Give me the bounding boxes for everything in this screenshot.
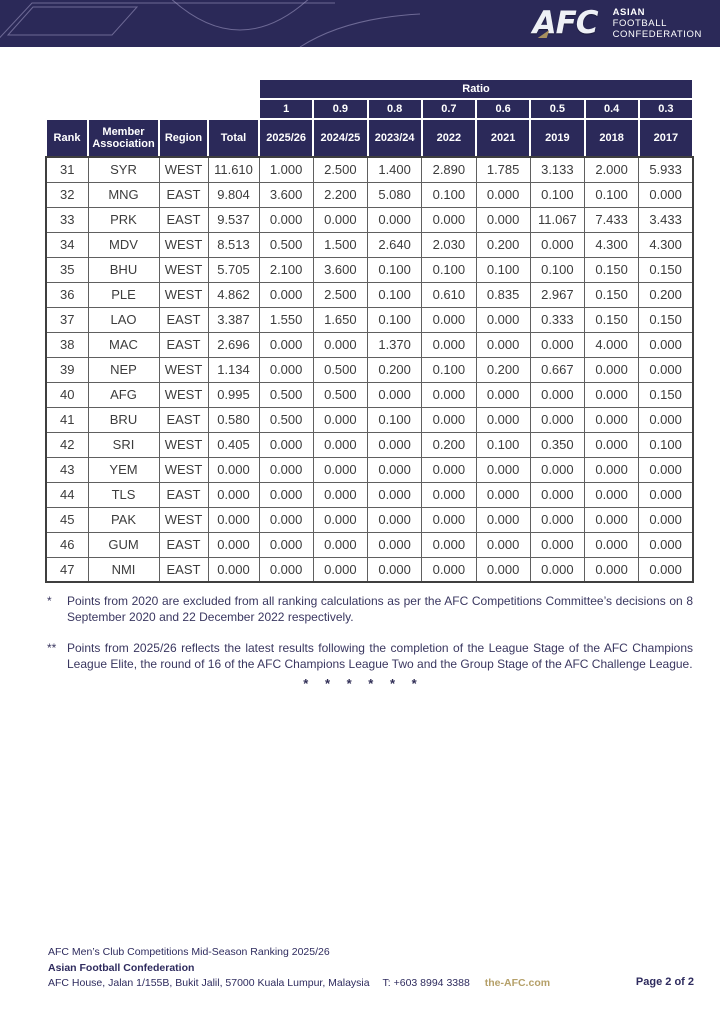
- table-row: [46, 307, 693, 332]
- table-row: [46, 507, 693, 532]
- table-row: [46, 532, 693, 557]
- season-points-cell: 0.150: [585, 282, 639, 307]
- association-cell: YEM: [88, 457, 159, 482]
- season-points-cell: 2.500: [313, 157, 367, 182]
- season-points-cell: 0.000: [313, 207, 367, 232]
- season-points-cell: 2.640: [368, 232, 422, 257]
- association-cell: SRI: [88, 432, 159, 457]
- ratio-value: 0.7: [422, 99, 476, 119]
- season-points-cell: 0.667: [530, 357, 584, 382]
- season-points-cell: 0.000: [422, 332, 476, 357]
- season-points-cell: 1.785: [476, 157, 530, 182]
- footer-address: AFC House, Jalan 1/155B, Bukit Jalil, 57000 Kuala Lumpur, Malaysia: [48, 977, 370, 989]
- total-cell: 3.387: [208, 307, 259, 332]
- footnote-2-text: Points from 2025/26 reflects the latest results following the completion of the League Stage of the AFC Champions League Elite, the round of 16 of the AFC Champions League Two and the Group Stage of the AFC Challenge League.: [67, 641, 693, 671]
- season-points-cell: 0.000: [639, 557, 693, 582]
- season-points-cell: 3.433: [639, 207, 693, 232]
- season-points-cell: 0.000: [639, 507, 693, 532]
- season-points-cell: 0.000: [585, 532, 639, 557]
- rank-cell: 38: [46, 332, 88, 357]
- season-points-cell: 0.100: [476, 432, 530, 457]
- region-cell: EAST: [159, 557, 208, 582]
- table-row: [46, 557, 693, 582]
- afc-logo-text: AFC: [532, 5, 598, 41]
- region-cell: EAST: [159, 207, 208, 232]
- rank-cell: 45: [46, 507, 88, 532]
- footnote-1-text: Points from 2020 are excluded from all ranking calculations as per the AFC Competitions Committee’s decisions on 8 September 2020 and 22 December 2022 respectively.: [67, 594, 693, 624]
- total-cell: 0.995: [208, 382, 259, 407]
- season-points-cell: 4.000: [585, 332, 639, 357]
- season-points-cell: 0.200: [476, 232, 530, 257]
- table-spacer: [46, 79, 259, 99]
- org-line-asian: ASIAN: [612, 7, 646, 18]
- table-row: [46, 282, 693, 307]
- ranking-table: [45, 78, 694, 583]
- season-points-cell: 0.500: [259, 382, 313, 407]
- ratio-value: 0.8: [368, 99, 422, 119]
- season-points-cell: 0.100: [422, 357, 476, 382]
- rank-cell: 37: [46, 307, 88, 332]
- season-points-cell: 1.500: [313, 232, 367, 257]
- table-row: [46, 332, 693, 357]
- afc-logo: [533, 0, 702, 47]
- rank-cell: 44: [46, 482, 88, 507]
- total-cell: 4.862: [208, 282, 259, 307]
- footnote-1-marker: *: [47, 594, 52, 608]
- season-points-cell: 0.000: [530, 407, 584, 432]
- association-cell: MDV: [88, 232, 159, 257]
- season-points-cell: 0.150: [585, 307, 639, 332]
- column-header: 2022: [422, 119, 476, 157]
- season-points-cell: 0.835: [476, 282, 530, 307]
- season-points-cell: 0.100: [368, 307, 422, 332]
- table-row: [46, 482, 693, 507]
- season-points-cell: 0.000: [422, 407, 476, 432]
- season-points-cell: 0.100: [422, 182, 476, 207]
- season-points-cell: 0.200: [639, 282, 693, 307]
- season-points-cell: 0.500: [313, 382, 367, 407]
- season-points-cell: 0.000: [530, 332, 584, 357]
- table-row: [46, 457, 693, 482]
- total-cell: 5.705: [208, 257, 259, 282]
- ratio-value: 0.5: [530, 99, 584, 119]
- season-points-cell: 0.000: [639, 482, 693, 507]
- season-points-cell: 5.933: [639, 157, 693, 182]
- table-row: [46, 207, 693, 232]
- footer-org-name: Asian Football Confederation: [48, 962, 195, 974]
- column-header: 2023/24: [368, 119, 422, 157]
- table-spacer: [46, 99, 259, 119]
- rank-cell: 41: [46, 407, 88, 432]
- footnote-1: [47, 594, 693, 625]
- rank-cell: 33: [46, 207, 88, 232]
- rank-cell: 43: [46, 457, 88, 482]
- season-points-cell: 1.550: [259, 307, 313, 332]
- season-points-cell: 0.000: [422, 482, 476, 507]
- association-cell: MAC: [88, 332, 159, 357]
- season-points-cell: 3.600: [259, 182, 313, 207]
- season-points-cell: 0.000: [422, 557, 476, 582]
- column-header: 2021: [476, 119, 530, 157]
- rank-cell: 47: [46, 557, 88, 582]
- season-points-cell: 0.100: [422, 257, 476, 282]
- season-points-cell: 0.100: [476, 257, 530, 282]
- season-points-cell: 0.500: [313, 357, 367, 382]
- season-points-cell: 0.000: [368, 507, 422, 532]
- association-cell: BHU: [88, 257, 159, 282]
- page-number: Page 2 of 2: [635, 976, 694, 988]
- season-points-cell: 0.500: [259, 407, 313, 432]
- region-cell: WEST: [159, 432, 208, 457]
- season-points-cell: 0.200: [476, 357, 530, 382]
- column-header: 2019: [530, 119, 584, 157]
- season-points-cell: 0.000: [639, 407, 693, 432]
- rank-cell: 35: [46, 257, 88, 282]
- column-header: 2017: [639, 119, 693, 157]
- season-points-cell: 0.100: [368, 257, 422, 282]
- season-points-cell: 0.000: [259, 332, 313, 357]
- season-points-cell: 4.300: [639, 232, 693, 257]
- season-points-cell: 0.000: [476, 307, 530, 332]
- column-header: 2025/26: [259, 119, 313, 157]
- org-line-confederation: CONFEDERATION: [612, 29, 702, 40]
- season-points-cell: 0.000: [639, 182, 693, 207]
- table-row: [46, 357, 693, 382]
- season-points-cell: 0.000: [476, 182, 530, 207]
- season-points-cell: 0.000: [313, 482, 367, 507]
- region-cell: EAST: [159, 307, 208, 332]
- ratio-value: 0.6: [476, 99, 530, 119]
- season-points-cell: 0.000: [313, 557, 367, 582]
- association-cell: NEP: [88, 357, 159, 382]
- association-cell: TLS: [88, 482, 159, 507]
- season-points-cell: 1.400: [368, 157, 422, 182]
- column-header: Rank: [46, 119, 88, 157]
- region-cell: EAST: [159, 482, 208, 507]
- region-cell: WEST: [159, 507, 208, 532]
- season-points-cell: 0.000: [476, 382, 530, 407]
- footer-website-link[interactable]: the-AFC.com: [484, 977, 551, 989]
- association-cell: LAO: [88, 307, 159, 332]
- rank-cell: 46: [46, 532, 88, 557]
- association-cell: NMI: [88, 557, 159, 582]
- footer-phone: T: +603 8994 3388: [382, 977, 470, 989]
- season-points-cell: 4.300: [585, 232, 639, 257]
- association-cell: PRK: [88, 207, 159, 232]
- total-cell: 0.580: [208, 407, 259, 432]
- season-points-cell: 0.150: [639, 307, 693, 332]
- season-points-cell: 0.000: [639, 332, 693, 357]
- season-points-cell: 3.600: [313, 257, 367, 282]
- afc-logo-mark: [533, 0, 598, 47]
- season-points-cell: 0.000: [476, 482, 530, 507]
- region-cell: WEST: [159, 157, 208, 182]
- rank-cell: 36: [46, 282, 88, 307]
- season-points-cell: 0.100: [368, 407, 422, 432]
- region-cell: WEST: [159, 282, 208, 307]
- region-cell: EAST: [159, 182, 208, 207]
- total-cell: 9.804: [208, 182, 259, 207]
- season-points-cell: 0.000: [313, 532, 367, 557]
- season-points-cell: 0.000: [422, 507, 476, 532]
- total-cell: 0.000: [208, 482, 259, 507]
- season-points-cell: 0.000: [422, 207, 476, 232]
- season-points-cell: 0.000: [585, 382, 639, 407]
- season-points-cell: 0.000: [639, 532, 693, 557]
- season-points-cell: 2.967: [530, 282, 584, 307]
- total-cell: 0.000: [208, 507, 259, 532]
- rank-cell: 42: [46, 432, 88, 457]
- season-points-cell: 1.000: [259, 157, 313, 182]
- season-points-cell: 0.610: [422, 282, 476, 307]
- total-cell: 0.000: [208, 457, 259, 482]
- ratio-value: 0.9: [313, 99, 367, 119]
- column-header: Member Association: [88, 119, 159, 157]
- season-points-cell: 0.000: [368, 532, 422, 557]
- season-points-cell: 0.000: [530, 532, 584, 557]
- region-cell: WEST: [159, 357, 208, 382]
- season-points-cell: 0.000: [422, 532, 476, 557]
- season-points-cell: 0.000: [585, 557, 639, 582]
- ratio-header: Ratio: [259, 79, 693, 99]
- rank-cell: 39: [46, 357, 88, 382]
- association-cell: MNG: [88, 182, 159, 207]
- season-points-cell: 0.000: [476, 332, 530, 357]
- season-points-cell: 1.650: [313, 307, 367, 332]
- season-points-cell: 3.133: [530, 157, 584, 182]
- table-row: [46, 232, 693, 257]
- footer-address-line: [48, 977, 550, 989]
- total-cell: 9.537: [208, 207, 259, 232]
- rank-cell: 32: [46, 182, 88, 207]
- season-points-cell: 2.200: [313, 182, 367, 207]
- season-points-cell: 0.000: [368, 457, 422, 482]
- document-title: AFC Men’s Club Competitions Mid-Season Ranking 2025/26: [48, 946, 330, 958]
- region-cell: EAST: [159, 332, 208, 357]
- season-points-cell: 0.100: [530, 182, 584, 207]
- region-cell: WEST: [159, 382, 208, 407]
- ratio-value: 1: [259, 99, 313, 119]
- season-points-cell: 11.067: [530, 207, 584, 232]
- table-row: [46, 157, 693, 182]
- ratio-value: 0.4: [585, 99, 639, 119]
- total-cell: 0.000: [208, 532, 259, 557]
- season-points-cell: 0.000: [585, 482, 639, 507]
- season-points-cell: 0.000: [313, 457, 367, 482]
- season-points-cell: 0.350: [530, 432, 584, 457]
- season-points-cell: 0.000: [368, 207, 422, 232]
- footnote-2: [47, 641, 693, 672]
- season-points-cell: 0.100: [368, 282, 422, 307]
- footnotes-section: [47, 594, 693, 688]
- season-points-cell: 0.333: [530, 307, 584, 332]
- footnote-2-marker: **: [47, 641, 57, 655]
- season-points-cell: 0.000: [259, 557, 313, 582]
- season-points-cell: 0.000: [259, 532, 313, 557]
- season-points-cell: 0.150: [585, 257, 639, 282]
- season-points-cell: 2.030: [422, 232, 476, 257]
- season-points-cell: 0.000: [530, 557, 584, 582]
- column-header: 2018: [585, 119, 639, 157]
- season-points-cell: 0.000: [368, 432, 422, 457]
- rank-cell: 34: [46, 232, 88, 257]
- season-points-cell: 2.100: [259, 257, 313, 282]
- column-header: Region: [159, 119, 208, 157]
- ranking-table-body: [46, 157, 693, 582]
- season-points-cell: 0.000: [368, 557, 422, 582]
- season-points-cell: 0.000: [313, 332, 367, 357]
- column-header: Total: [208, 119, 259, 157]
- season-points-cell: 7.433: [585, 207, 639, 232]
- season-points-cell: 0.000: [476, 507, 530, 532]
- season-points-cell: 0.000: [422, 457, 476, 482]
- total-cell: 0.000: [208, 557, 259, 582]
- season-points-cell: 0.100: [639, 432, 693, 457]
- season-points-cell: 0.000: [530, 232, 584, 257]
- season-points-cell: 0.000: [530, 457, 584, 482]
- season-points-cell: 0.000: [585, 357, 639, 382]
- season-points-cell: 0.000: [313, 432, 367, 457]
- total-cell: 2.696: [208, 332, 259, 357]
- table-row: [46, 182, 693, 207]
- season-points-cell: 0.150: [639, 257, 693, 282]
- region-cell: WEST: [159, 457, 208, 482]
- season-points-cell: 0.000: [259, 207, 313, 232]
- association-cell: SYR: [88, 157, 159, 182]
- association-cell: AFG: [88, 382, 159, 407]
- season-points-cell: 0.000: [368, 482, 422, 507]
- season-points-cell: 2.500: [313, 282, 367, 307]
- season-points-cell: 5.080: [368, 182, 422, 207]
- season-points-cell: 0.200: [368, 357, 422, 382]
- season-points-cell: 0.000: [585, 432, 639, 457]
- table-row: [46, 257, 693, 282]
- table-row: [46, 407, 693, 432]
- season-points-cell: 0.000: [476, 207, 530, 232]
- season-points-cell: 0.000: [585, 407, 639, 432]
- season-points-cell: 0.000: [259, 482, 313, 507]
- org-line-football: FOOTBALL: [612, 18, 667, 29]
- season-points-cell: 0.150: [639, 382, 693, 407]
- region-cell: WEST: [159, 232, 208, 257]
- region-cell: WEST: [159, 257, 208, 282]
- season-points-cell: 0.000: [259, 507, 313, 532]
- association-cell: GUM: [88, 532, 159, 557]
- table-row: [46, 432, 693, 457]
- season-points-cell: 0.000: [476, 532, 530, 557]
- ranking-table-head: [46, 79, 693, 157]
- season-points-cell: 0.000: [530, 482, 584, 507]
- rank-cell: 31: [46, 157, 88, 182]
- season-points-cell: 0.000: [476, 557, 530, 582]
- season-points-cell: 0.100: [530, 257, 584, 282]
- season-points-cell: 2.000: [585, 157, 639, 182]
- total-cell: 8.513: [208, 232, 259, 257]
- association-cell: BRU: [88, 407, 159, 432]
- association-cell: PAK: [88, 507, 159, 532]
- total-cell: 1.134: [208, 357, 259, 382]
- region-cell: EAST: [159, 532, 208, 557]
- end-of-document-separator: * * * * * *: [303, 676, 417, 691]
- season-points-cell: 0.000: [422, 307, 476, 332]
- season-points-cell: 0.000: [530, 507, 584, 532]
- org-wordmark: [613, 7, 702, 40]
- season-points-cell: 0.000: [259, 432, 313, 457]
- table-row: [46, 382, 693, 407]
- season-points-cell: 2.890: [422, 157, 476, 182]
- column-header: 2024/25: [313, 119, 367, 157]
- season-points-cell: 0.200: [422, 432, 476, 457]
- season-points-cell: 0.000: [639, 457, 693, 482]
- season-points-cell: 0.000: [259, 282, 313, 307]
- season-points-cell: 1.370: [368, 332, 422, 357]
- season-points-cell: 0.000: [585, 507, 639, 532]
- header-banner: [0, 0, 720, 47]
- season-points-cell: 0.000: [313, 507, 367, 532]
- season-points-cell: 0.000: [313, 407, 367, 432]
- total-cell: 11.610: [208, 157, 259, 182]
- season-points-cell: 0.000: [639, 357, 693, 382]
- season-points-cell: 0.000: [530, 382, 584, 407]
- season-points-cell: 0.000: [476, 407, 530, 432]
- association-cell: PLE: [88, 282, 159, 307]
- season-points-cell: 0.000: [259, 357, 313, 382]
- total-cell: 0.405: [208, 432, 259, 457]
- ratio-value: 0.3: [639, 99, 693, 119]
- rank-cell: 40: [46, 382, 88, 407]
- season-points-cell: 0.000: [259, 457, 313, 482]
- season-points-cell: 0.500: [259, 232, 313, 257]
- season-points-cell: 0.000: [368, 382, 422, 407]
- region-cell: EAST: [159, 407, 208, 432]
- season-points-cell: 0.000: [476, 457, 530, 482]
- season-points-cell: 0.100: [585, 182, 639, 207]
- season-points-cell: 0.000: [422, 382, 476, 407]
- season-points-cell: 0.000: [585, 457, 639, 482]
